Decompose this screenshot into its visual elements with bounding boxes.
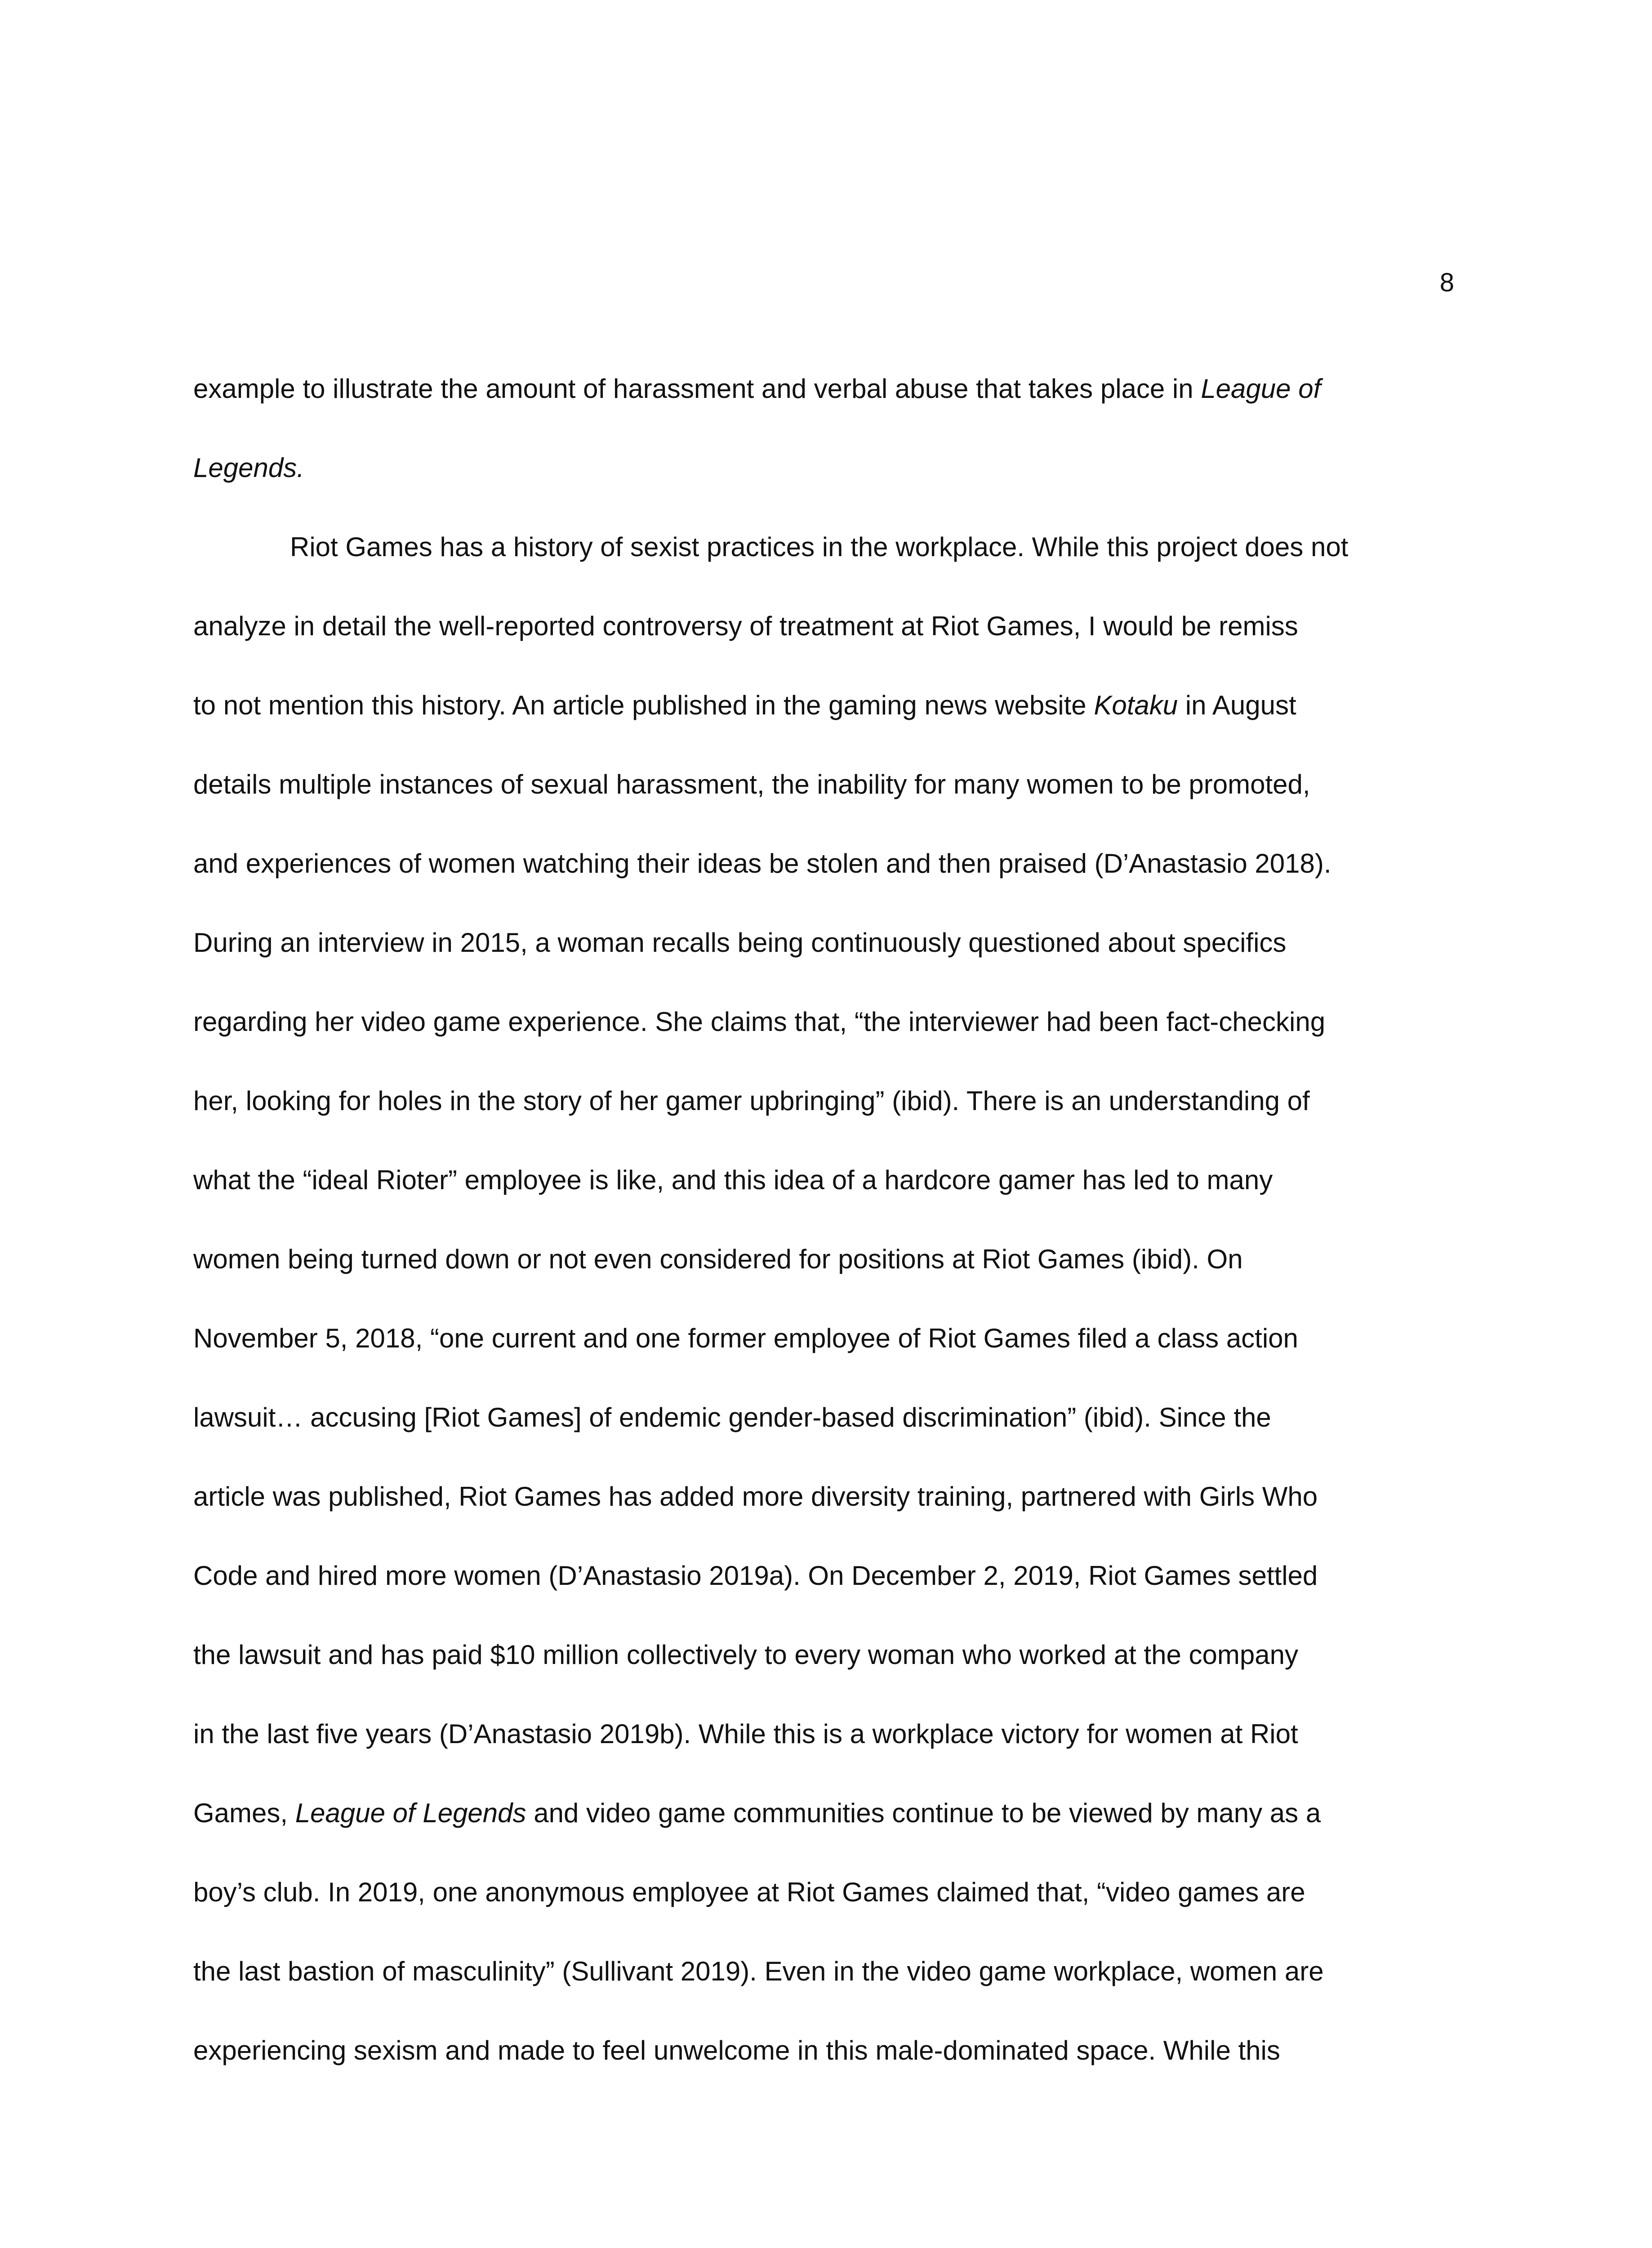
text-run: and video game communities continue to be viewed by many as a <box>526 1798 1321 1828</box>
text-line <box>193 1008 1325 1035</box>
text-line <box>193 1800 1321 1827</box>
text-run: the last bastion of masculinity” (Sullivant 2019). Even in the video game workplace, women are <box>193 1956 1324 1986</box>
text-line <box>193 692 1296 719</box>
text-line <box>193 2037 1280 2064</box>
text-line <box>193 771 1310 798</box>
text-line <box>193 613 1298 640</box>
text-line <box>193 1641 1298 1668</box>
text-run: what the “ideal Rioter” employee is like, and this idea of a hardcore gamer has led to many <box>193 1165 1273 1195</box>
italic-text: League of <box>1201 374 1321 404</box>
text-run: and experiences of women watching their ideas be stolen and then praised (D’Anastasio 2018). <box>193 848 1331 879</box>
text-run: the lawsuit and has paid $10 million collectively to every woman who worked at the company <box>193 1640 1298 1670</box>
text-run: her, looking for holes in the story of her gamer upbringing” (ibid). There is an understanding of <box>193 1086 1310 1116</box>
text-run: November 5, 2018, “one current and one former employee of Riot Games filed a class action <box>193 1323 1298 1353</box>
text-run: Games, <box>193 1798 295 1828</box>
text-line <box>193 375 1321 402</box>
text-run: to not mention this history. An article published in the gaming news website <box>193 690 1094 720</box>
text-run: in the last five years (D’Anastasio 2019b). While this is a workplace victory for women at Riot <box>193 1719 1298 1749</box>
text-line <box>193 1483 1318 1510</box>
text-line <box>290 534 1348 561</box>
text-line <box>193 1879 1305 1906</box>
text-run: experiencing sexism and made to feel unwelcome in this male-dominated space. While this <box>193 2035 1280 2065</box>
italic-text: League of Legends <box>295 1798 526 1828</box>
text-run: During an interview in 2015, a woman recalls being continuously questioned about specifics <box>193 928 1287 958</box>
text-line <box>193 1562 1318 1589</box>
text-line <box>193 1246 1243 1273</box>
text-run: example to illustrate the amount of harassment and verbal abuse that takes place in <box>193 374 1201 404</box>
text-line <box>193 1088 1310 1115</box>
text-run: analyze in detail the well-reported controversy of treatment at Riot Games, I would be remiss <box>193 611 1298 641</box>
text-line <box>193 850 1331 877</box>
italic-text: Kotaku <box>1094 690 1178 720</box>
text-line <box>193 1325 1298 1352</box>
text-line <box>193 1721 1298 1748</box>
text-line <box>193 929 1286 956</box>
text-run: women being turned down or not even considered for positions at Riot Games (ibid). On <box>193 1244 1243 1274</box>
italic-text: Legends. <box>193 453 304 483</box>
text-run: Code and hired more women (D’Anastasio 2019a). On December 2, 2019, Riot Games settled <box>193 1561 1318 1591</box>
text-run: details multiple instances of sexual harassment, the inability for many women to be promoted, <box>193 769 1310 799</box>
text-run: lawsuit… accusing [Riot Games] of endemic gender-based discrimination” (ibid). Since the <box>193 1402 1271 1432</box>
text-run: article was published, Riot Games has added more diversity training, partnered with Girls Who <box>193 1481 1318 1512</box>
text-run: in August <box>1178 690 1296 720</box>
text-run: boy’s club. In 2019, one anonymous employee at Riot Games claimed that, “video games are <box>193 1877 1305 1907</box>
text-line <box>193 1958 1324 1985</box>
text-run: Riot Games has a history of sexist practices in the workplace. While this project does not <box>290 532 1349 562</box>
page-number: 8 <box>1439 268 1454 297</box>
text-line <box>193 1167 1273 1194</box>
text-line <box>193 1404 1271 1431</box>
text-run: regarding her video game experience. She claims that, “the interviewer had been fact-checking <box>193 1007 1326 1037</box>
text-line <box>193 455 304 482</box>
